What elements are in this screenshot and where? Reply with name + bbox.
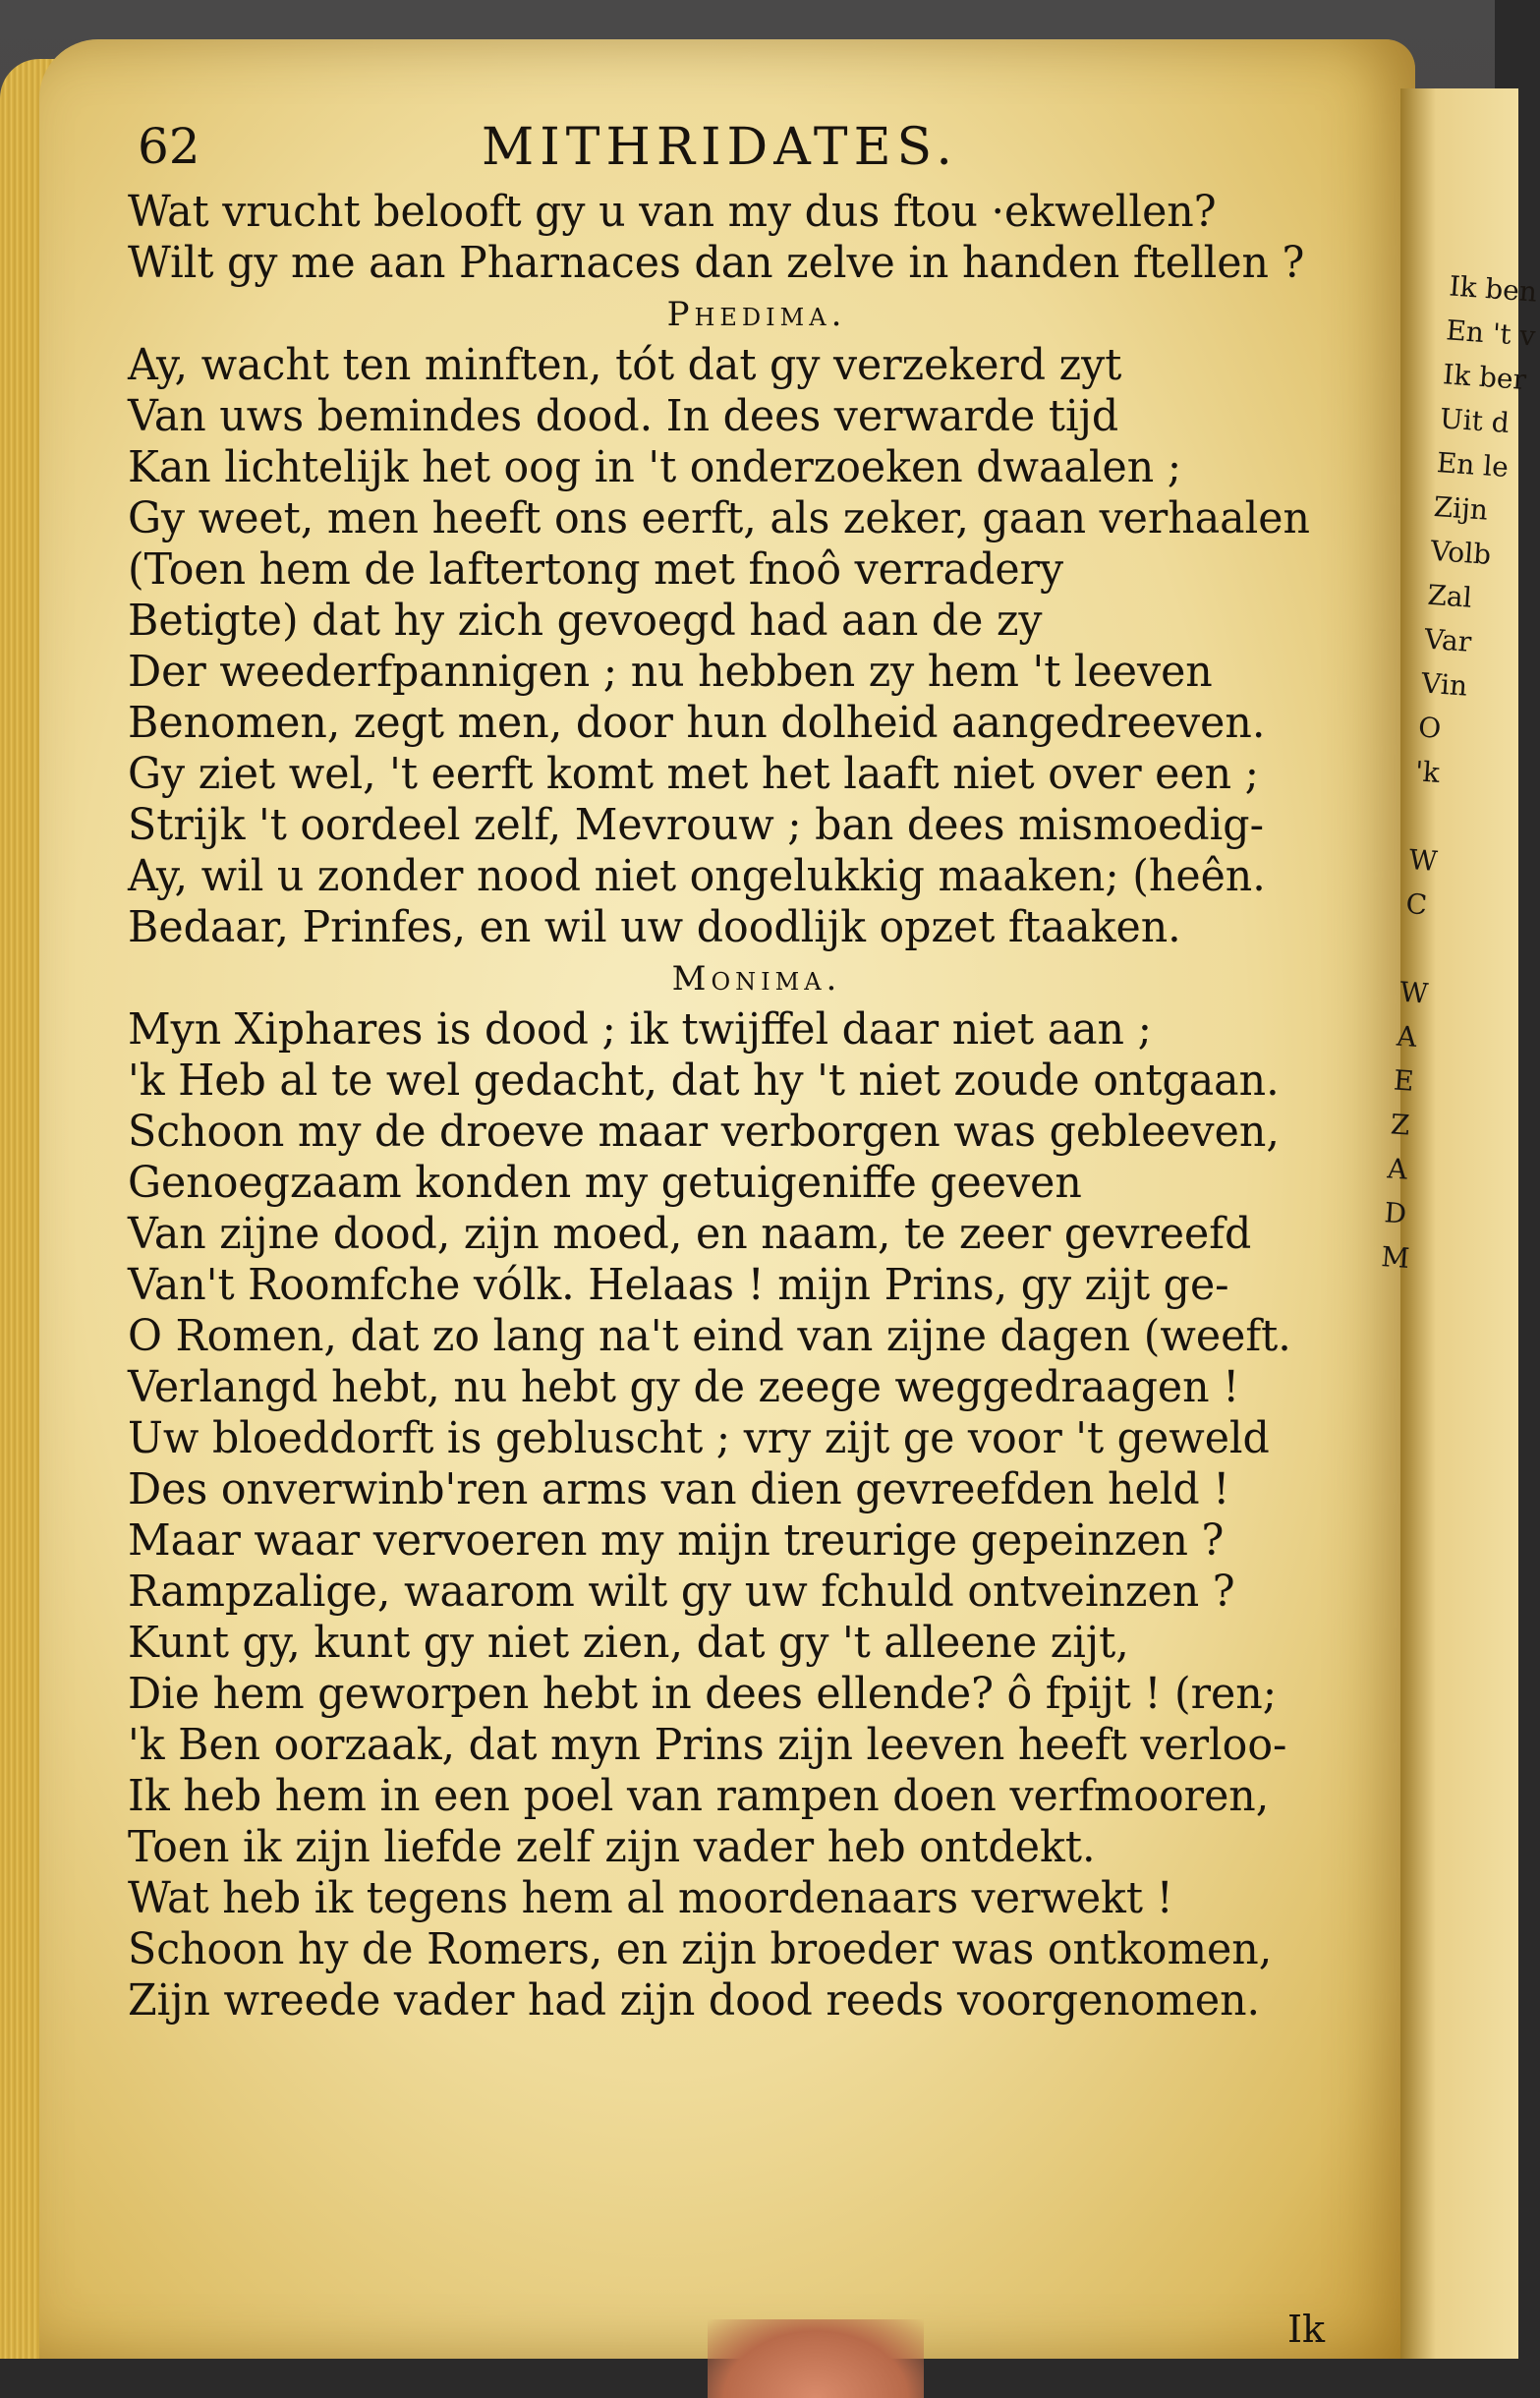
verse-line: Der weederfpannigen ; nu hebben zy hem 't leeven <box>128 647 1213 697</box>
verse-line: Ik heb hem in een poel van rampen doen verfmooren, <box>128 1771 1270 1821</box>
verse-line: Die hem geworpen hebt in dees ellende? ô fpijt ! (ren; <box>128 1669 1278 1719</box>
verse-line: Kan lichtelijk het oog in 't onderzoeken dwaalen ; <box>128 442 1182 492</box>
facing-page-fragment: Uit d <box>1439 402 1511 439</box>
verse-line: Verlangd hebt, nu hebt gy de zeege weggedraagen ! <box>128 1362 1240 1412</box>
facing-page-fragment: D <box>1383 1196 1408 1230</box>
facing-page-fragment: A <box>1386 1152 1409 1186</box>
verse-line: Genoegzaam konden my getuigeniffe geeven <box>128 1158 1082 1208</box>
facing-page-fragment: Ik ber <box>1442 358 1528 397</box>
verse-line: Gy ziet wel, 't eerft komt met het laaft niet over een ; <box>128 749 1259 799</box>
verse-line: Maar waar vervoeren my mijn treurige gepeinzen ? <box>128 1515 1225 1566</box>
facing-page-fragment: W <box>1398 975 1430 1010</box>
verse-line: 'k Heb al te wel gedacht, dat hy 't niet zoude ontgaan. <box>128 1056 1280 1106</box>
facing-page-fragment: 'k <box>1413 755 1441 789</box>
facing-page-fragment <box>1401 926 1483 975</box>
facing-page-fragment: Vin <box>1420 666 1469 703</box>
verse-line: Ay, wil u zonder nood niet ongelukkig maaken; (heên. <box>128 851 1266 901</box>
facing-page-fragment: En 't v <box>1445 314 1537 353</box>
verse-line: Bedaar, Prinfes, en wil uw doodlijk opzet ftaaken. <box>128 902 1181 952</box>
verse-line: Gy weet, men heeft ons eerft, als zeker, gaan verhaalen <box>128 493 1310 543</box>
verse-line: Zijn wreede vader had zijn dood reeds voorgenomen. <box>128 1975 1261 2026</box>
facing-page-fragment: A <box>1396 1019 1418 1054</box>
verse-line: Strijk 't oordeel zelf, Mevrouw ; ban dees mismoedig- <box>128 800 1265 850</box>
facing-page-fragment: O <box>1417 711 1443 745</box>
facing-page-fragment: En le <box>1435 446 1510 485</box>
verse-line: Uw bloeddorft is gebluscht ; vry zijt ge voor 't geweld <box>128 1413 1270 1463</box>
speaker-name: Monima. <box>671 959 842 999</box>
verse-line: Van zijne dood, zijn moed, en naam, te zeer gevreefd <box>128 1209 1252 1259</box>
verse-line: Van't Roomfche vólk. Helaas ! mijn Prins, gy zijt ge- <box>128 1260 1229 1310</box>
facing-page-fragment: Zijn <box>1432 489 1490 527</box>
verse-line: Wat vrucht belooft gy u van my dus ftou ·ekwellen? <box>128 187 1217 237</box>
verse-line: Rampzalige, waarom wilt gy uw fchuld ontveinzen ? <box>128 1567 1235 1617</box>
facing-page-fragment: E <box>1392 1063 1415 1098</box>
facing-page-fragment: Z <box>1389 1108 1411 1142</box>
page-content <box>128 108 1386 2027</box>
running-title: MITHRIDATES. <box>482 118 958 177</box>
verse-line: 'k Ben oorzaak, dat myn Prins zijn leeven heeft verloo- <box>128 1720 1287 1770</box>
verse-line: O Romen, dat zo lang na't eind van zijne dagen (weeft. <box>128 1311 1291 1361</box>
verse-line: Des onverwinb'ren arms van dien gevreefden held ! <box>128 1464 1230 1514</box>
catchword: Ik <box>1287 2308 1326 2351</box>
facing-page-fragment: Zal <box>1426 578 1473 614</box>
facing-page-fragment: Var <box>1423 622 1473 658</box>
verse-line: Wat heb ik tegens hem al moordenaars verwekt ! <box>128 1873 1173 1923</box>
verse-line: Toen ik zijn liefde zelf zijn vader heb ontdekt. <box>128 1822 1096 1872</box>
verse-line: Betigte) dat hy zich gevoegd had aan de zy <box>128 596 1043 646</box>
page-header <box>128 108 1268 187</box>
facing-page-fragment: Ik ben <box>1448 269 1539 309</box>
verse-line: Van uws bemindes dood. In dees verwarde tijd <box>128 391 1119 441</box>
facing-page-fragment: C <box>1404 886 1429 922</box>
facing-page-fragment: M <box>1380 1240 1411 1275</box>
verse-line: Kunt gy, kunt gy niet zien, dat gy 't alleene zijt, <box>128 1618 1129 1668</box>
verse-line: Schoon hy de Romers, en zijn broeder was ontkomen, <box>128 1924 1273 1974</box>
facing-page-fragment: Volb <box>1429 534 1493 571</box>
verse-line: (Toen hem de laftertong met fnoô verradery <box>128 544 1064 595</box>
facing-page-fragment <box>1410 793 1492 842</box>
verse-line: Myn Xiphares is dood ; ik twijffel daar niet aan ; <box>128 1004 1152 1055</box>
verse-body <box>128 187 1386 2027</box>
verse-line: Wilt gy me aan Pharnaces dan zelve in handen ftellen ? <box>128 238 1305 288</box>
thumb <box>708 2319 924 2398</box>
facing-page-fragment: W <box>1407 843 1439 878</box>
page-number: 62 <box>138 118 200 175</box>
speaker-name: Phedima. <box>666 295 847 334</box>
verse-line: Ay, wacht ten minften, tót dat gy verzekerd zyt <box>128 340 1122 390</box>
verse-line: Benomen, zegt men, door hun dolheid aangedreeven. <box>128 698 1266 748</box>
verse-line: Schoon my de droeve maar verborgen was gebleeven, <box>128 1107 1280 1157</box>
